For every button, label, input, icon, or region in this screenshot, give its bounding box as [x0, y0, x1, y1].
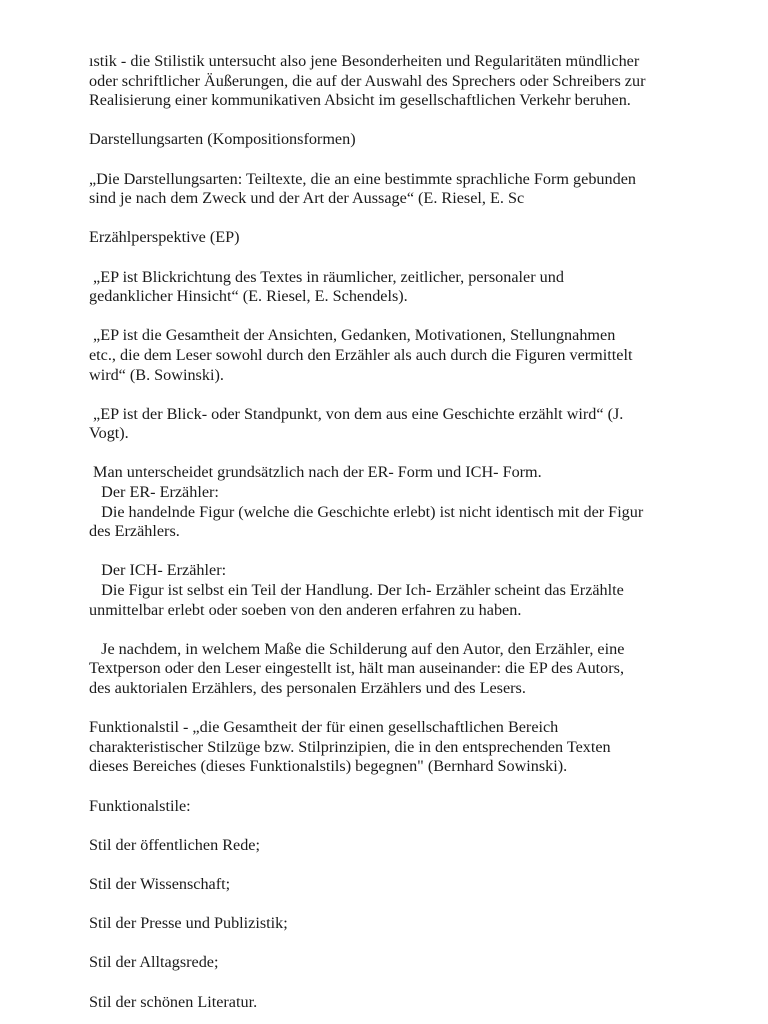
text-line: des auktorialen Erzählers, des personalen Erzählers und des Lesers.: [89, 679, 526, 697]
paragraph-ep-quote-sowinski: [89, 326, 739, 385]
heading-erzaehlperspektive: [89, 228, 739, 248]
text-line: ıstik - die Stilistik untersucht also jene Besonderheiten und Regularitäten mündlicher: [89, 52, 640, 70]
paragraph-funktionalstil-definition: [89, 718, 739, 777]
text-line: oder schriftlicher Äußerungen, die auf der Auswahl des Sprechers oder Schreibers zur: [89, 71, 646, 90]
list-item-schoene-literatur: [89, 993, 739, 1013]
text-line: Stil der schönen Literatur.: [89, 992, 258, 1011]
text-line: Vogt).: [89, 424, 129, 443]
text-line: Die handelnde Figur (welche die Geschichte erlebt) ist nicht identisch mit der Figur: [89, 502, 644, 521]
text-line: „Die Darstellungsarten: Teiltexte, die an eine bestimmte sprachliche Form gebunden: [89, 169, 636, 188]
text-line: „EP ist der Blick- oder Standpunkt, von dem aus eine Geschichte erzählt wird“ (J.: [89, 404, 624, 423]
paragraph-ep-quote-riesel: [89, 268, 739, 307]
list-item-presse-publizistik: [89, 914, 739, 934]
paragraph-er-erzaehler: [89, 463, 739, 541]
list-item-alltagsrede: [89, 953, 739, 973]
text-line: Textperson oder den Leser eingestellt ist, hält man auseinander: die EP des Autors,: [89, 659, 625, 678]
text-line: charakteristischer Stilzüge bzw. Stilprinzipien, die in den entsprechenden Texten: [89, 737, 611, 756]
text-line: wird“ (B. Sowinski).: [89, 365, 224, 384]
heading-darstellungsarten: [89, 130, 739, 150]
text-line: Man unterscheidet grundsätzlich nach der ER- Form und ICH- Form.: [89, 463, 542, 482]
text-line: „EP ist die Gesamtheit der Ansichten, Gedanken, Motivationen, Stellungnahmen: [89, 326, 616, 345]
text-line: Stil der öffentlichen Rede;: [89, 835, 260, 854]
text-line: etc., die dem Leser sowohl durch den Erzähler als auch durch die Figuren vermittelt: [89, 345, 633, 364]
text-line: Erzählperspektive (EP): [89, 228, 240, 247]
text-line: Darstellungsarten (Kompositionsformen): [89, 130, 356, 149]
text-line: dieses Bereiches (dieses Funktionalstils) begegnen" (Bernhard Sowinski).: [89, 757, 568, 776]
text-line: Stil der Alltagsrede;: [89, 953, 219, 972]
heading-funktionalstile: [89, 797, 739, 817]
list-item-oeffentliche-rede: [89, 836, 739, 856]
text-line: Je nachdem, in welchem Maße die Schilderung auf den Autor, den Erzähler, eine: [89, 639, 625, 658]
paragraph-darstellungsarten-quote: [89, 170, 739, 209]
text-line: Funktionalstil - „die Gesamtheit der für einen gesellschaftlichen Bereich: [89, 718, 559, 737]
text-line: Die Figur ist selbst ein Teil der Handlung. Der Ich- Erzähler scheint das Erzählte: [89, 581, 624, 600]
text-line: Realisierung einer kommunikativen Absicht im gesellschaftlichen Verkehr beruhen.: [89, 91, 631, 110]
text-line: Der ER- Erzähler:: [89, 483, 219, 502]
document-page: [89, 52, 739, 1012]
paragraph-stilistik-definition: [89, 52, 739, 111]
text-line: sind je nach dem Zweck und der Art der Aussage“ (E. Riesel, E. Sc: [89, 189, 525, 208]
paragraph-ep-quote-vogt: [89, 405, 739, 444]
list-item-wissenschaft: [89, 875, 739, 895]
text-line: unmittelbar erlebt oder soeben von den anderen erfahren zu haben.: [89, 600, 522, 619]
text-line: „EP ist Blickrichtung des Textes in räumlicher, zeitlicher, personaler und: [89, 267, 564, 286]
text-line: Stil der Presse und Publizistik;: [89, 914, 288, 933]
text-line: Stil der Wissenschaft;: [89, 874, 231, 893]
text-line: gedanklicher Hinsicht“ (E. Riesel, E. Schendels).: [89, 287, 408, 306]
paragraph-ep-types: [89, 640, 739, 699]
text-line: Der ICH- Erzähler:: [89, 561, 227, 580]
text-line: des Erzählers.: [89, 522, 180, 541]
paragraph-ich-erzaehler: [89, 561, 739, 620]
text-line: Funktionalstile:: [89, 796, 191, 815]
